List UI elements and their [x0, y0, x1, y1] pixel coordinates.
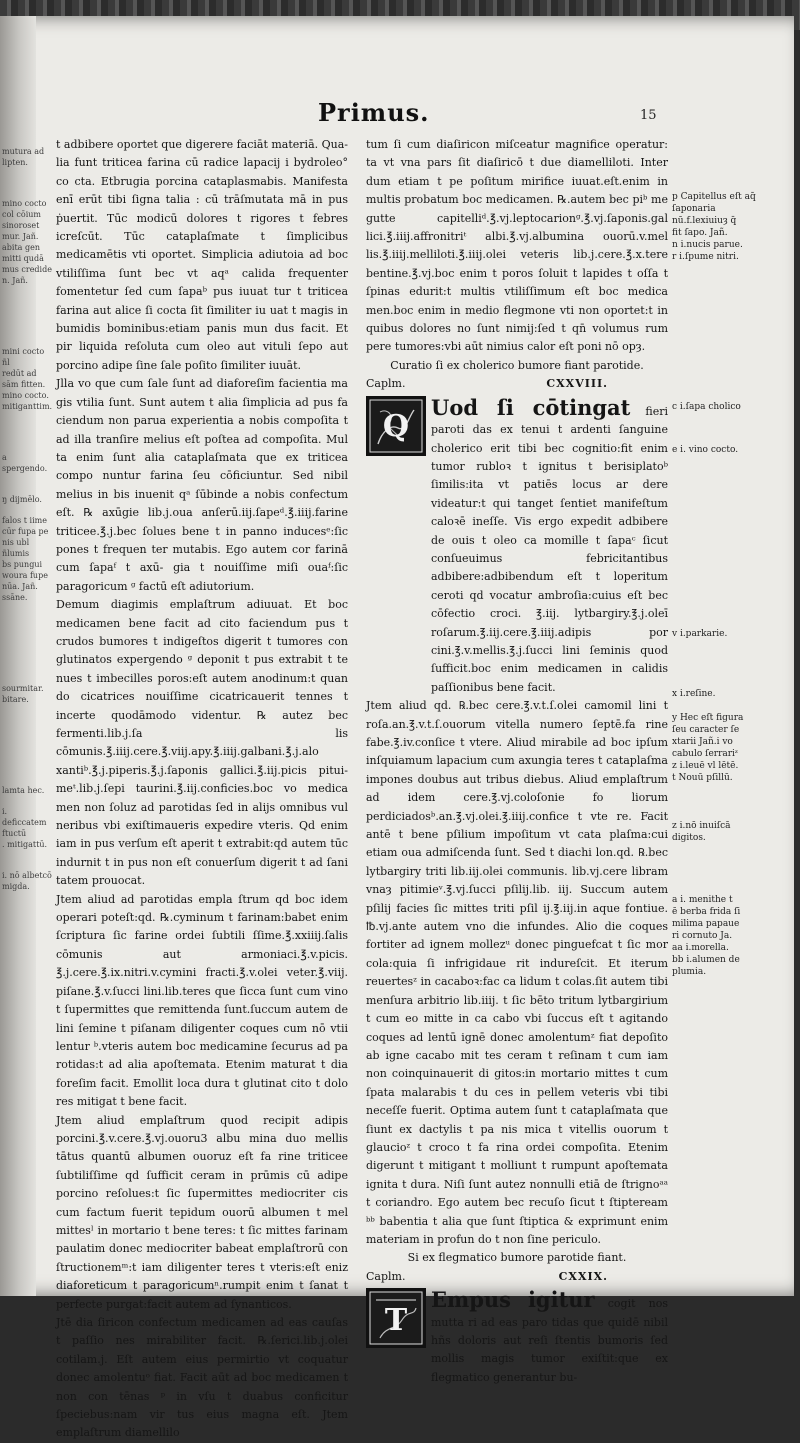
- chapter-number: CXXVIII.: [546, 377, 608, 391]
- margin-gloss: v i.parkarie.: [672, 629, 728, 639]
- paragraph: Jtē dia ſiricon confectum medicamen ad eas cauſas t paſſio nes mirabiliter facit. ℞.ſerici.lib.j.olei cotilam.j. Eſt autem eius permirtio vt coquatur donec amolentuᵒ fiat. Facit aūt ad boc medicamen t non con tēnas ᵖ in vſu t duabus conficitur ſpeciebus:nam vir tus eius magna eſt. Jtem emplaſtrum diamellilo: [56, 1316, 348, 1440]
- left-margin-note: ŋ dijmēlo.: [2, 495, 42, 504]
- left-margin-note: lamta hec.: [2, 786, 45, 795]
- opening-text: cogit nos mutta ri ad eas paro tidas que quidē nibil hñs doloris aut reſi ſtentis bumoris ſed mollis magis tumor exiſtit:que ex flegmatico generantur bu-: [431, 1297, 669, 1384]
- svg-text:T: T: [384, 1303, 408, 1339]
- chapter-number: CXXIX.: [558, 1269, 608, 1283]
- left-margin-note: mino cocto col cōium sinoroset mur. Jañ. abita gen mitti qudā mus credide n. Jañ.: [2, 199, 52, 285]
- left-margin-note: falos t iime cūr fupa pe nis ubl ñlumis bs pungui woura fupe nūa. Jañ. ssāne.: [2, 516, 49, 602]
- left-margin-note: i. nō albetcō migda.: [2, 871, 52, 891]
- folio-number: 15: [640, 108, 657, 123]
- chapter-opening: [366, 396, 668, 698]
- chapter-label: Caplm.: [366, 1269, 406, 1283]
- left-margin-note: a spergendo.: [2, 453, 48, 473]
- decorated-initial-q: [366, 396, 426, 456]
- left-margin-note: sourmitar. bitare.: [2, 684, 44, 704]
- opening-text: fieri paroti das ex tenui t ardenti ſanguine cholerico erit tibi bec cognitio:fit enim tumor rubloꝛ t ignitus t berisiplatoᵇ ſimilis:ita vt patiēs locus ar dere videatur:t qui tanget ſentiet manifeſtum caloꝛē ineſſe. Vis ergo expedit adbibere de ouis t oleo ca momille t ſapaᶜ ſicut conſueuimus febricitantibus adbibere:adbibendum eſt t loperitum ceroti qd vocatur ambroſia:cuius eſt bec cōfectio croci. ℥.iij. lytbargiry.℥.j.oleī roſarum.℥.iij.cere.℥.iiij.adipis por cini.℥.v.mellis.℥.j.ſucci lini ſeminis quod ſufficit.boc enim medicamen in calidis paſſionibus bene facit.: [431, 404, 668, 694]
- left-margin-note: i. deficcatem ftuctū . mitigattū.: [2, 807, 48, 849]
- margin-gloss: z i.nō inuiſcā digitos.: [672, 821, 731, 843]
- chapter-heading: [366, 1268, 668, 1286]
- margin-gloss: x i.reſine.: [672, 689, 716, 699]
- right-text-column: [366, 136, 668, 1387]
- margin-gloss: a i. menithe t ē berba frida ſi milima papaue ri cornuto Ja. aa i.morella. bb i.alumen de plumia.: [672, 895, 741, 977]
- margin-gloss: p Capitellus eſt aq̄ ſaponaria nū.f.lexiuiuȝ q̄ fit ſapo. Jañ. n i.nucis parue. r i.ſpume nitri.: [672, 192, 756, 262]
- chapter-rubric: Si ex flegmatico bumore parotide fiant.: [407, 1251, 627, 1265]
- paragraph: Demum diagimis emplaſtrum adiuuat. Et boc medicamen bene facit ad cito faciendum pus t crudos bumores t indigeſtos digerit t tumores con glutinatos expergendo ᵍ deponit t pus extrabit t te nues t imbecilles poros:eſt autem anodinum:t quan do cicatrices nouiſſime cicatricauerit tennes t incerte quodāmodo videntur. ℞ autez bec fermenti.lib.j.ſa lis cōmunis.℥.iiij.cere.℥.viij.apy.℥.iiij.galbani.℥.j.alo xantiᵇ.℥.j.piperis.℥.j.ſaponis gallici.℥.iij.picis pitui- meᵗ.lib.j.ſepi taurini.℥.iij.conficies.boc vo medica men non ſoluz ad parotidas ſed in alijs omnibus vul neribus vbi exiſtimaueris expedire vteris. Qd enim iam in pus verſum eſt aperit t extrabit:qd autem tūc indurnit t in pus non eſt conuerſum digerit t ad ſani tatem prouocat.: [56, 598, 348, 888]
- paragraph: Jlla vo que cum ſale ſunt ad diaforeſim facientia ma gis vtilia ſunt. Sunt autem t alia ſimplicia ad pus fa ciendum non parua experientia a nobis compoſita t ad illa tranſire melius eſt poſtea ad compoſita. Mul ta enim ſunt alia cataplaſmata que ex triticea compo nuntur farina ſeu cōficiuntur. Sed nibil melius in bis inuenit qᵃ ſūbinde a nobis confectum eſt. ℞ axūgie lib.j.oua anſerū.iij.ſapeᵈ.℥.iiij.farine triticee.℥.j.bec ſolues bene t in panno inducesᵉ:ſic pones t frequen ter mutabis. Ego autem cor farinā cum ſapaᶠ t axū- gia t nouiſſime miſi ouaᶠ:ſic paragoricum ᵍ factū eſt adiutorium.: [56, 377, 348, 593]
- margin-gloss: e i. vino cocto.: [672, 445, 739, 455]
- left-margin-note: mutura ad lipten.: [2, 147, 45, 167]
- chapter-opening: [366, 1288, 668, 1387]
- margin-gloss: c i.ſapa cholico: [672, 402, 741, 412]
- left-margin-notes: [2, 146, 54, 902]
- opening-words: Uod ſi cōtingat: [431, 394, 631, 420]
- chapter-label: Caplm.: [366, 377, 406, 391]
- svg-text:Q: Q: [382, 408, 410, 444]
- paragraph: tum ſi cum diaſiricon miſceatur magnifice operatur: ta vt vna pars ſit diaſiricō t due diamelliloti. Inter dum etiam t pe poſitum mirifice iuuat.eſt.enim in multis probatum boc medicamen. ℞.autem bec piᵇ me gutte capitelliᵈ.℥.vj.leptocarionᵍ.℥.vj.ſaponis.gal lici.℥.iiij.affronitriᵗ albi.℥.vj.albumina ouorū.v.mel lis.℥.iiij.melliloti.℥.iiij.olei veteris lib.j.cere.℥.x.tere bentine.℥.vj.boc enim t poros ſoluit t lapides t oſſa t ſpinas edurit:t multis vtiliſſimum eſt boc medica men.boc enim in medio flegmone vti non oportet:t in quibus dolores no ſunt nimij:ſed t qn̄ volumus rum pere tumores:vbi aūt nimius calor eſt poni nō opȝ.: [366, 138, 668, 354]
- paragraph: Jtem aliud qd. ℞.bec cere.℥.v.t.ſ.olei camomil lini t roſa.an.℥.v.t.ſ.ouorum vitella numero ſeptē.fa rine fabe.℥.iv.conſice t vtere. Aliud mirabile ad boc ipſum inſquiamum lapacium cum axungia teres t cataplaſma impones doubus aut tribus diebus. Aliud emplaſtrum ad idem cere.℥.vj.coloſonie fo liorum perdiciadosᵇ.an.℥.vj.olei.℥.iiij.confice t vte re. Facit antē t bene pſilium impoſitum vt cata plaſma:cui etiam oua admiſcenda ſunt. Sed t diachi lon.qd. ℞.bec lytbargiry triti lib.iij.olei communis. lib.vj.cere libram vnaȝ pitimieᵛ.℥.vj.ſucci pſilij.lib. iij. Succum autem pſilij facies ſic mittes triti pſil ij.℥.iij.in aque fontiue. ℔.vj.ante autem vno die infundes. Alio die coques fortiter ad ignem mollezᵘ donec pinguefcat t ſic mor cola:quia ſi infrigidaue rit indureſcit. Et iterum reuertesᶻ in cacaboꝛ:fac ca lidum t colas.ſit autem tibi menſura arbitrio lib.iiij. t ſic bēto tritum lytbargirium t cum eo mitte in ca cabo vbi ſuccus eſt t agitando coques ad lentū ignē donec amolentumᶻ fiat depoſito ab igne cacabo mit tes ceram t reſinam t cum iam non coinquinauerit di gitos:in mortario mittes t cum ſpata malarabis t du ces in pellem veteris vbi tibi neceſſe fuerit. Optima autem ſunt t cataplaſmata que ſiunt ex dactylis t pa nis mica t vitellis ouorum t glaucioᶻ t croco t fa rina ordei compoſita. Etenim digerunt t mitigant t molliunt t rumpunt apoſtemata ignita t dura. Niſi ſunt autez nonnulli etiā de ſtrignoᵃᵃ t coriandro. Ego autem bec recuſo ſicut t ſtipteream ᵇᵇ babentia t alia que ſunt ſtiptica & exprimunt enim materiam in profun do t non ſine periculo.: [366, 699, 668, 1246]
- running-header: Primus.: [318, 98, 430, 127]
- paragraph: Jtem aliud ad parotidas empla ſtrum qd boc idem operari poteſt:qd. ℞.cyminum t farinam:babet enim ſcriptura ſic farine ordei ſubtili ſſime.℥.xxiiij.ſalis cōmunis aut armoniaci.℥.v.picis. ℥.j.cere.℥.ix.nitri.v.cymini fracti.℥.v.olei veter.℥.viij. piſane.℥.v.ſucci lini.lib.teres que ſicca ſunt cum vino t ſupermittes que remittenda ſunt.ſuccum autem de lini ſemine t piſanam diligenter coques cum nō vtii lentur ᵇ.vteris autem boc medicamine ſecurus ad pa rotidas:t ad alia apoſtemata. Etenim maturat t dia foreſim facit. Emollit loca dura t glutinat cito t dolo res mitigat t bene facit.: [56, 892, 348, 1109]
- margin-gloss: y Hec eſt figura ſeu caracter ſe xtarii Jañ.i vo cabulo ſerrariᶻ z i.leuē vl lētē. t Nouū pſillū.: [672, 713, 744, 783]
- paragraph: t adbibere oportet que digerere faciāt materiā. Qua- lia funt triticea farina cū radice lapacij i bydroleo° co cta. Etbrugia porcina cataplasmabis. Manifesta enī erūt tibi ſigna talia : cū trāſmutata mā in pus ṗuertit. Tūc modicū dolores t rigores t febres icreſcūt. Tūc cataplaſmate t ſimplicibus medicamētis vti oportet. Simplicia adiutoia ad boc vtiliſſima ſunt bec vt aqᵃ calida frequenter fomentetur ſed cum ſapaᵇ pus iuuat tur t triticea farina aut alice ſi cocta ſit ſimiliter iu uat t magis in bumidis bominibus:etiam panis mun dus facit. Et pir liquida reſoluta cum oleo aut vituli ſepo aut porcino adipe ſine ſale poſito ſimiliter iuuāt.: [56, 138, 348, 372]
- book-page: [0, 16, 794, 1440]
- chapter-rubric: Curatio ſi ex cholerico bumore fiant parotide.: [390, 358, 644, 372]
- opening-words: Empus igitur: [431, 1287, 595, 1313]
- decorated-initial-t: [366, 1288, 426, 1348]
- left-margin-note: mini cocto ñl redūt ad sām fitten. mino cocto. mitiganttim.: [2, 347, 53, 411]
- chapter-heading: [366, 375, 668, 393]
- paragraph: Jtem aliud emplaſtrum quod recipit adipis porcini.℥.v.cere.℥.vj.ouoru3 albu mina duo mellis tātus quantū albumen ouoruz eſt fa rine triticee ſubtiliſſime qd ſufficit ceram in prūmis cū adipe porcino reſolues:t ſic ſupermittes mediocriter cis cum factum fuerit tepidum ouorū albumen t mel mittesˡ in mortario t bene teres: t ſic mittes farinam paulatim donec mediocriter babeat emplaſtrorū con ſtructionemᵐ:t iam diligenter teres t vteris:eſt eniz diaforeticum t paragoricumⁿ.rumpit enim t ſanat t perfecte purgat:facit autem ad ſynanticos.: [56, 1113, 348, 1311]
- left-text-column: [56, 136, 348, 1443]
